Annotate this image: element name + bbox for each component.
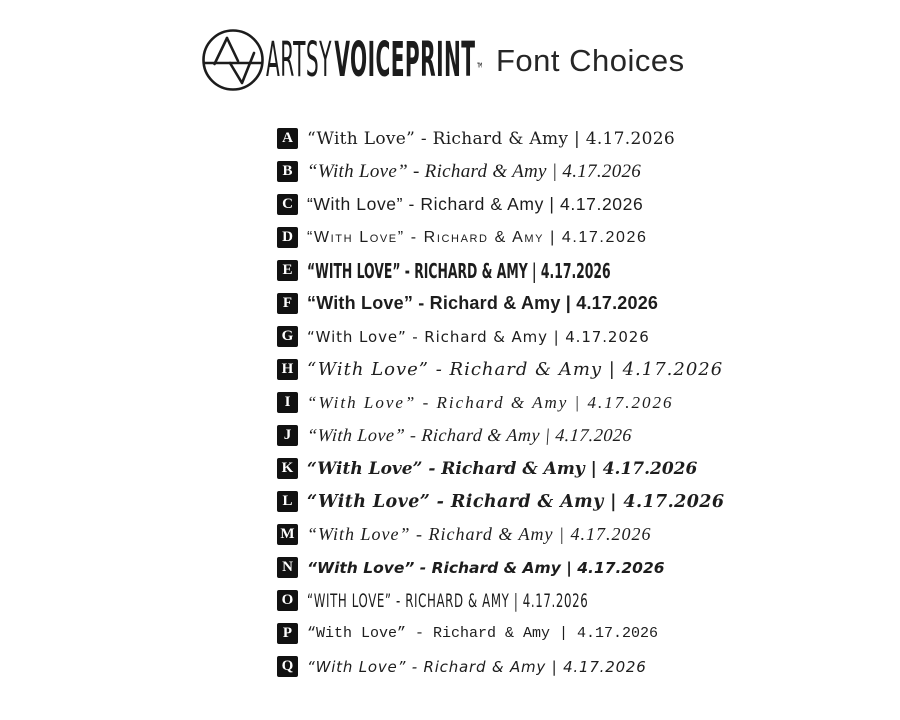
font-sample-text: “With Love” - Richard & Amy | 4.17.2026: [307, 657, 647, 676]
trademark-symbol: ™: [476, 60, 484, 80]
font-letter-badge: M: [277, 524, 298, 545]
font-row-h: [277, 353, 724, 386]
font-letter-badge: O: [277, 590, 298, 611]
header: [0, 0, 900, 110]
font-choices-list: [277, 122, 725, 683]
font-sample-text: “With Love” - Richard & Amy | 4.17.2026: [307, 194, 644, 214]
font-sample-text: “With Love” - Richard & Amy | 4.17.2026: [307, 228, 648, 246]
font-letter-badge: B: [277, 161, 298, 182]
brand-wordmark: [266, 32, 484, 94]
font-sample-text: “With Love” - Richard & Amy | 4.17.2026: [307, 128, 675, 149]
font-letter-badge: G: [277, 326, 298, 347]
font-letter-badge: I: [277, 392, 298, 413]
font-sample-text: “With Love” - Richard & Amy | 4.17.2026: [307, 293, 659, 313]
font-row-g: [277, 320, 707, 353]
font-letter-badge: N: [277, 557, 298, 578]
font-row-f: [277, 287, 707, 320]
font-sample-text: “With Love” - Richard & Amy | 4.17.2026: [307, 558, 665, 577]
artsy-voiceprint-logo-icon: [200, 27, 266, 93]
font-row-i: [277, 386, 707, 419]
font-row-l: [277, 485, 725, 518]
font-row-e: [277, 254, 707, 287]
font-sample-text: “With Love” - Richard & Amy | 4.17.2026: [307, 491, 725, 512]
font-sample-text: “With Love” - Richard & Amy | 4.17.2026: [307, 458, 698, 479]
font-sample-text: “WITH LOVE” - RICHARD & AMY | 4.17.2026: [307, 589, 589, 612]
font-row-n: [277, 551, 707, 584]
font-row-k: [277, 452, 707, 485]
font-row-m: [277, 518, 707, 551]
font-row-j: [277, 419, 707, 452]
page-title: Font Choices: [496, 43, 685, 78]
font-letter-badge: F: [277, 293, 298, 314]
font-sample-text: “With Love” - Richard & Amy | 4.17.2026: [307, 392, 674, 412]
font-letter-badge: L: [277, 491, 298, 512]
font-row-b: [277, 155, 707, 188]
font-letter-badge: K: [277, 458, 298, 479]
font-letter-badge: D: [277, 227, 298, 248]
font-sample-text: “With Love” - Richard & Amy | 4.17.2026: [307, 625, 659, 642]
font-letter-badge: C: [277, 194, 298, 215]
font-letter-badge: A: [277, 128, 298, 149]
font-sample-text: “With Love” - Richard & Amy | 4.17.2026: [307, 160, 642, 182]
font-letter-badge: J: [277, 425, 298, 446]
font-letter-badge: H: [277, 359, 298, 380]
font-row-c: [277, 188, 707, 221]
brand-voiceprint: VOICEPRINT: [334, 32, 476, 88]
font-letter-badge: E: [277, 260, 298, 281]
font-sample-text: “WITH LOVE” - RICHARD & AMY | 4.17.2026: [307, 258, 611, 283]
font-row-p: [277, 617, 707, 650]
font-sample-text: “With Love” - Richard & Amy | 4.17.2026: [306, 425, 633, 445]
font-sample-text: “With Love” - Richard & Amy | 4.17.2026: [307, 524, 652, 544]
brand-artsy: ARTSY: [266, 32, 332, 88]
font-sample-text: “With Love” - Richard & Amy | 4.17.2026: [307, 327, 650, 346]
font-row-o: [277, 584, 707, 617]
font-row-a: [277, 122, 707, 155]
font-sample-text: “With Love” - Richard & Amy | 4.17.2026: [307, 359, 724, 380]
font-row-d: [277, 221, 707, 254]
font-letter-badge: Q: [277, 656, 298, 677]
font-row-q: [277, 650, 707, 683]
font-letter-badge: P: [277, 623, 298, 644]
